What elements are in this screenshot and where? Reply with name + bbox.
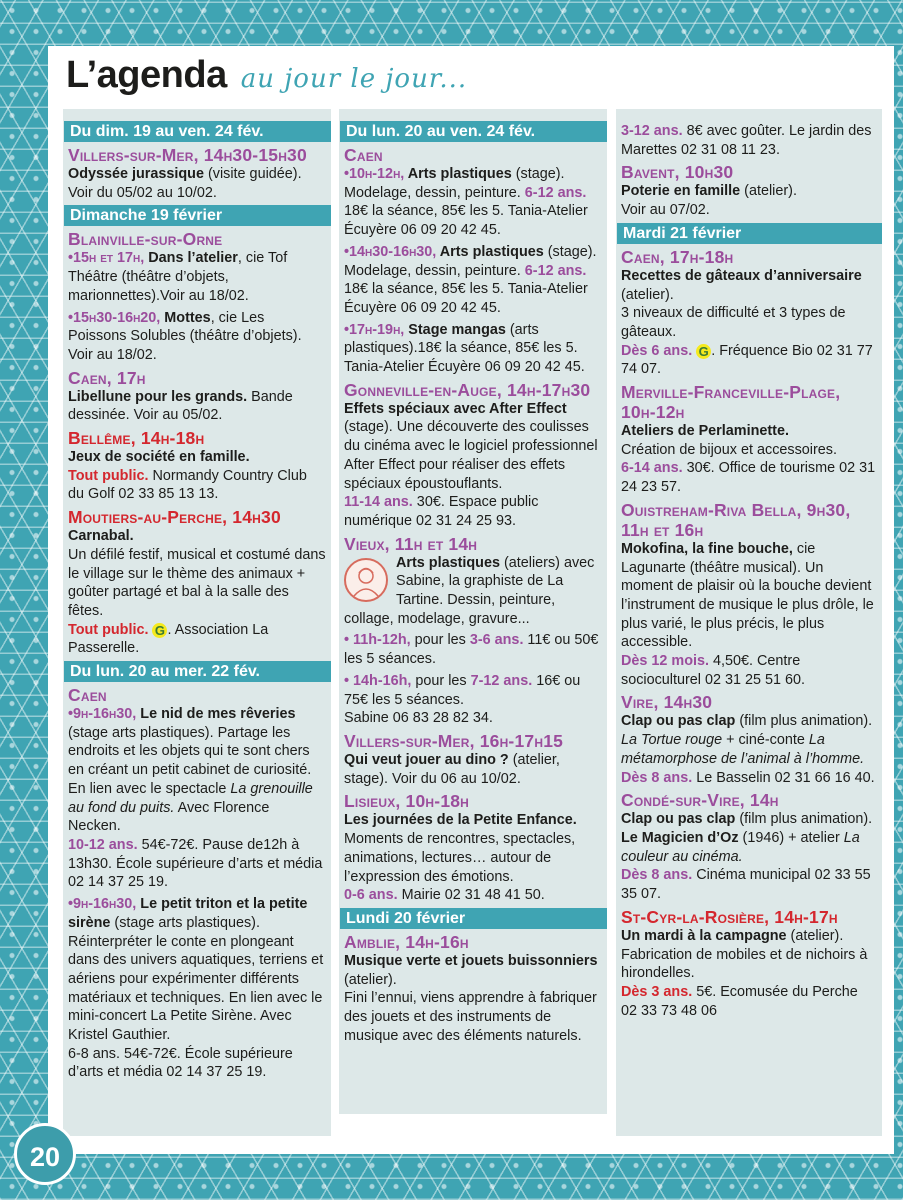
event-entry: • 11h-12h, pour les 3-6 ans. 11€ ou 50€ les 5 séances. (344, 632, 599, 668)
date-band: Du dim. 19 au ven. 24 fév. (64, 121, 331, 142)
agenda-column-2 (339, 109, 607, 1114)
event-entry: Jeux de société en famille. Tout public. Normandy Country Club du Golf 02 33 85 13 13. (68, 449, 307, 503)
page-title (66, 54, 467, 104)
event-location: Amblie, 14h-16h (344, 931, 469, 952)
event-location: Caen, 17h-18h (621, 246, 734, 267)
event-entry: Clap ou pas clap (film plus animation). Le Magicien d’Oz (1946) + atelier La couleur au cinéma. Dès 8 ans. Cinéma municipal 02 33 55 35 07. (621, 811, 873, 903)
event-entry: Libellune pour les grands. Bande dessinée. Voir au 05/02. (68, 388, 293, 424)
event-entry: • 14h-16h, pour les 7-12 ans. 16€ ou 75€ les 5 séances. Sabine 06 83 28 82 34. (344, 672, 581, 727)
event-entry: Clap ou pas clap (film plus animation). La Tortue rouge + ciné-conte La métamorphose de l’animal à l’homme. Dès 8 ans. Le Basselin 02 31 66 16 40. (621, 713, 875, 786)
date-band: Du lun. 20 au ven. 24 fév. (340, 121, 607, 142)
event-location: Bellême, 14h-18h (68, 428, 205, 449)
event-entry: Arts plastiques (ateliers) avec Sabine, la graphiste de La Tartine. Dessin, peinture, collage, modelage, gravure... (344, 554, 595, 627)
event-location: Blainville-sur-Orne (68, 229, 223, 250)
event-entry: Ateliers de Perlaminette. Création de bijoux et accessoires. 6-14 ans. 30€. Office de tourisme 02 31 24 23 57. (621, 423, 876, 496)
event-location: Moutiers-au-Perche, 14h30 (68, 507, 281, 528)
event-location: Villers-sur-Mer, 16h-17h15 (344, 730, 564, 751)
event-location: Ouistreham-Riva Bella, 9h30, 11h et 16h (621, 499, 851, 540)
date-band: Lundi 20 février (340, 908, 607, 929)
event-entry: •10h-12h, Arts plastiques (stage). Modelage, dessin, peinture. 6-12 ans. 18€ la séance, 85€ les 5. Tania-Atelier Écuyère 06 09 20 42 45. (344, 166, 588, 239)
event-entry: Mokofina, la fine bouche, cie Lagunarte (théâtre musical). Un moment de plaisir où la bouche devient l’instrument de musique le plus drôle, le plus varié, le plus précis, le plus accessible. Dès 12 mois. 4,50€. Centre socioculturel 02 31 25 51 60. (621, 540, 874, 688)
event-entry: Poterie en famille (atelier). Voir au 07/02. (621, 183, 797, 219)
event-location: Merville-Franceville-Plage, 10h-12h (621, 382, 841, 423)
gouter-icon: G (152, 623, 167, 638)
event-location: Caen (344, 145, 383, 165)
title-script: au jour le jour... (240, 64, 468, 94)
event-location: St-Cyr-la-Rosière, 14h-17h (621, 906, 838, 927)
illustration-icon (344, 558, 388, 602)
event-entry: Carnabal. Un défilé festif, musical et costumé dans le village sur le thème des animaux + goûter partagé et bal à la salle des fêtes. Tout public. G . Association La Passerelle. (68, 528, 326, 657)
event-entry: •17h-19h, Stage mangas (arts plastiques).18€ la séance, 85€ les 5. Tania-Atelier Écuyère 06 09 20 42 45. (344, 321, 585, 376)
agenda-column-3 (616, 109, 882, 1136)
event-location: Caen (68, 685, 107, 706)
event-entry: •15h30-16h20, Mottes, cie Les Poissons Solubles (théâtre d’objets). Voir au 18/02. (68, 309, 302, 363)
event-location: Villers-sur-Mer, 14h30-15h30 (68, 145, 307, 165)
event-location: Vire, 14h30 (621, 692, 713, 713)
event-location: Gonneville-en-Auge, 14h-17h30 (344, 379, 591, 400)
agenda-column-1 (63, 109, 331, 1136)
event-entry: Effets spéciaux avec After Effect (stage). Une découverte des coulisses du cinéma avec le logiciel professionnel After Effect pour réaliser des effets spéciaux époustouflants. 11-14 ans. 30€. Espace public numérique 02 31 24 25 93. (344, 400, 598, 529)
event-entry: Les journées de la Petite Enfance. Moments de rencontres, spectacles, animations, lectures… autour de l’expression des émotions. 0-6 ans. Mairie 02 31 48 41 50. (344, 812, 577, 904)
event-entry: Recettes de gâteaux d’anniversaire (atelier). 3 niveaux de difficulté et 3 types de gâteaux. Dès 6 ans. G . Fréquence Bio 02 31 77 74 07. (621, 267, 873, 378)
event-location: Caen, 17h (68, 367, 146, 388)
event-entry: •9h-16h30, Le petit triton et la petite sirène (stage arts plastiques). Réinterpréter le conte en plongeant dans des univers aquatiques, terriens et aériens pour expérimenter différents matériaux et techniques. En lien avec le mini-concert La Petite Sirène. Avec Kristel Gauthier. 6-8 ans. 54€-72€. École supérieure d’arts et média 02 14 37 25 19. (68, 896, 324, 1081)
event-entry: •14h30-16h30, Arts plastiques (stage). Modelage, dessin, peinture. 6-12 ans. 18€ la séance, 85€ les 5. Tania-Atelier Écuyère 06 09 20 42 45. (344, 243, 597, 316)
event-entry: Un mardi à la campagne (atelier). Fabrication de mobiles et de nichoirs à hirondelles. Dès 3 ans. 5€. Ecomusée du Perche 02 33 73 48 06 (621, 927, 868, 1019)
event-location: Vieux, 11h et 14h (344, 533, 478, 554)
event-entry: Odyssée jurassique (visite guidée). Voir du 05/02 au 10/02. (68, 166, 302, 201)
event-location: Condé-sur-Vire, 14h (621, 790, 779, 811)
gouter-icon: G (696, 344, 711, 359)
date-band: Du lun. 20 au mer. 22 fév. (64, 661, 331, 682)
event-entry: Qui veut jouer au dino ? (atelier, stage). Voir du 06 au 10/02. (344, 751, 560, 787)
title-main: L’agenda (66, 54, 227, 96)
event-location: Bavent, 10h30 (621, 162, 734, 183)
event-location: Lisieux, 10h-18h (344, 791, 470, 812)
event-entry: •15h et 17h, Dans l’atelier, cie Tof Théâtre (théâtre d’objets, marionnettes).Voir au 18/02. (68, 250, 288, 304)
event-entry: Musique verte et jouets buissonniers (atelier). Fini l’ennui, viens apprendre à fabriquer des jouets et des instruments de musique avec des éléments naturels. (344, 952, 598, 1044)
event-entry: •9h-16h30, Le nid de mes rêveries (stage arts plastiques). Partage les endroits et les objets qui te sont chers en créant un petit cabinet de curiosité. En lien avec le spectacle La grenouille au fond du puits. Avec Florence Necken. 10-12 ans. 54€-72€. Pause de12h à 13h30. École supérieure d’arts et média 02 14 37 25 19. (68, 706, 323, 891)
event-entry: 3-12 ans. 8€ avec goûter. Le jardin des Marettes 02 31 08 11 23. (621, 123, 872, 158)
date-band: Mardi 21 février (617, 223, 882, 244)
page-number: 20 (14, 1123, 76, 1185)
date-band: Dimanche 19 février (64, 205, 331, 226)
